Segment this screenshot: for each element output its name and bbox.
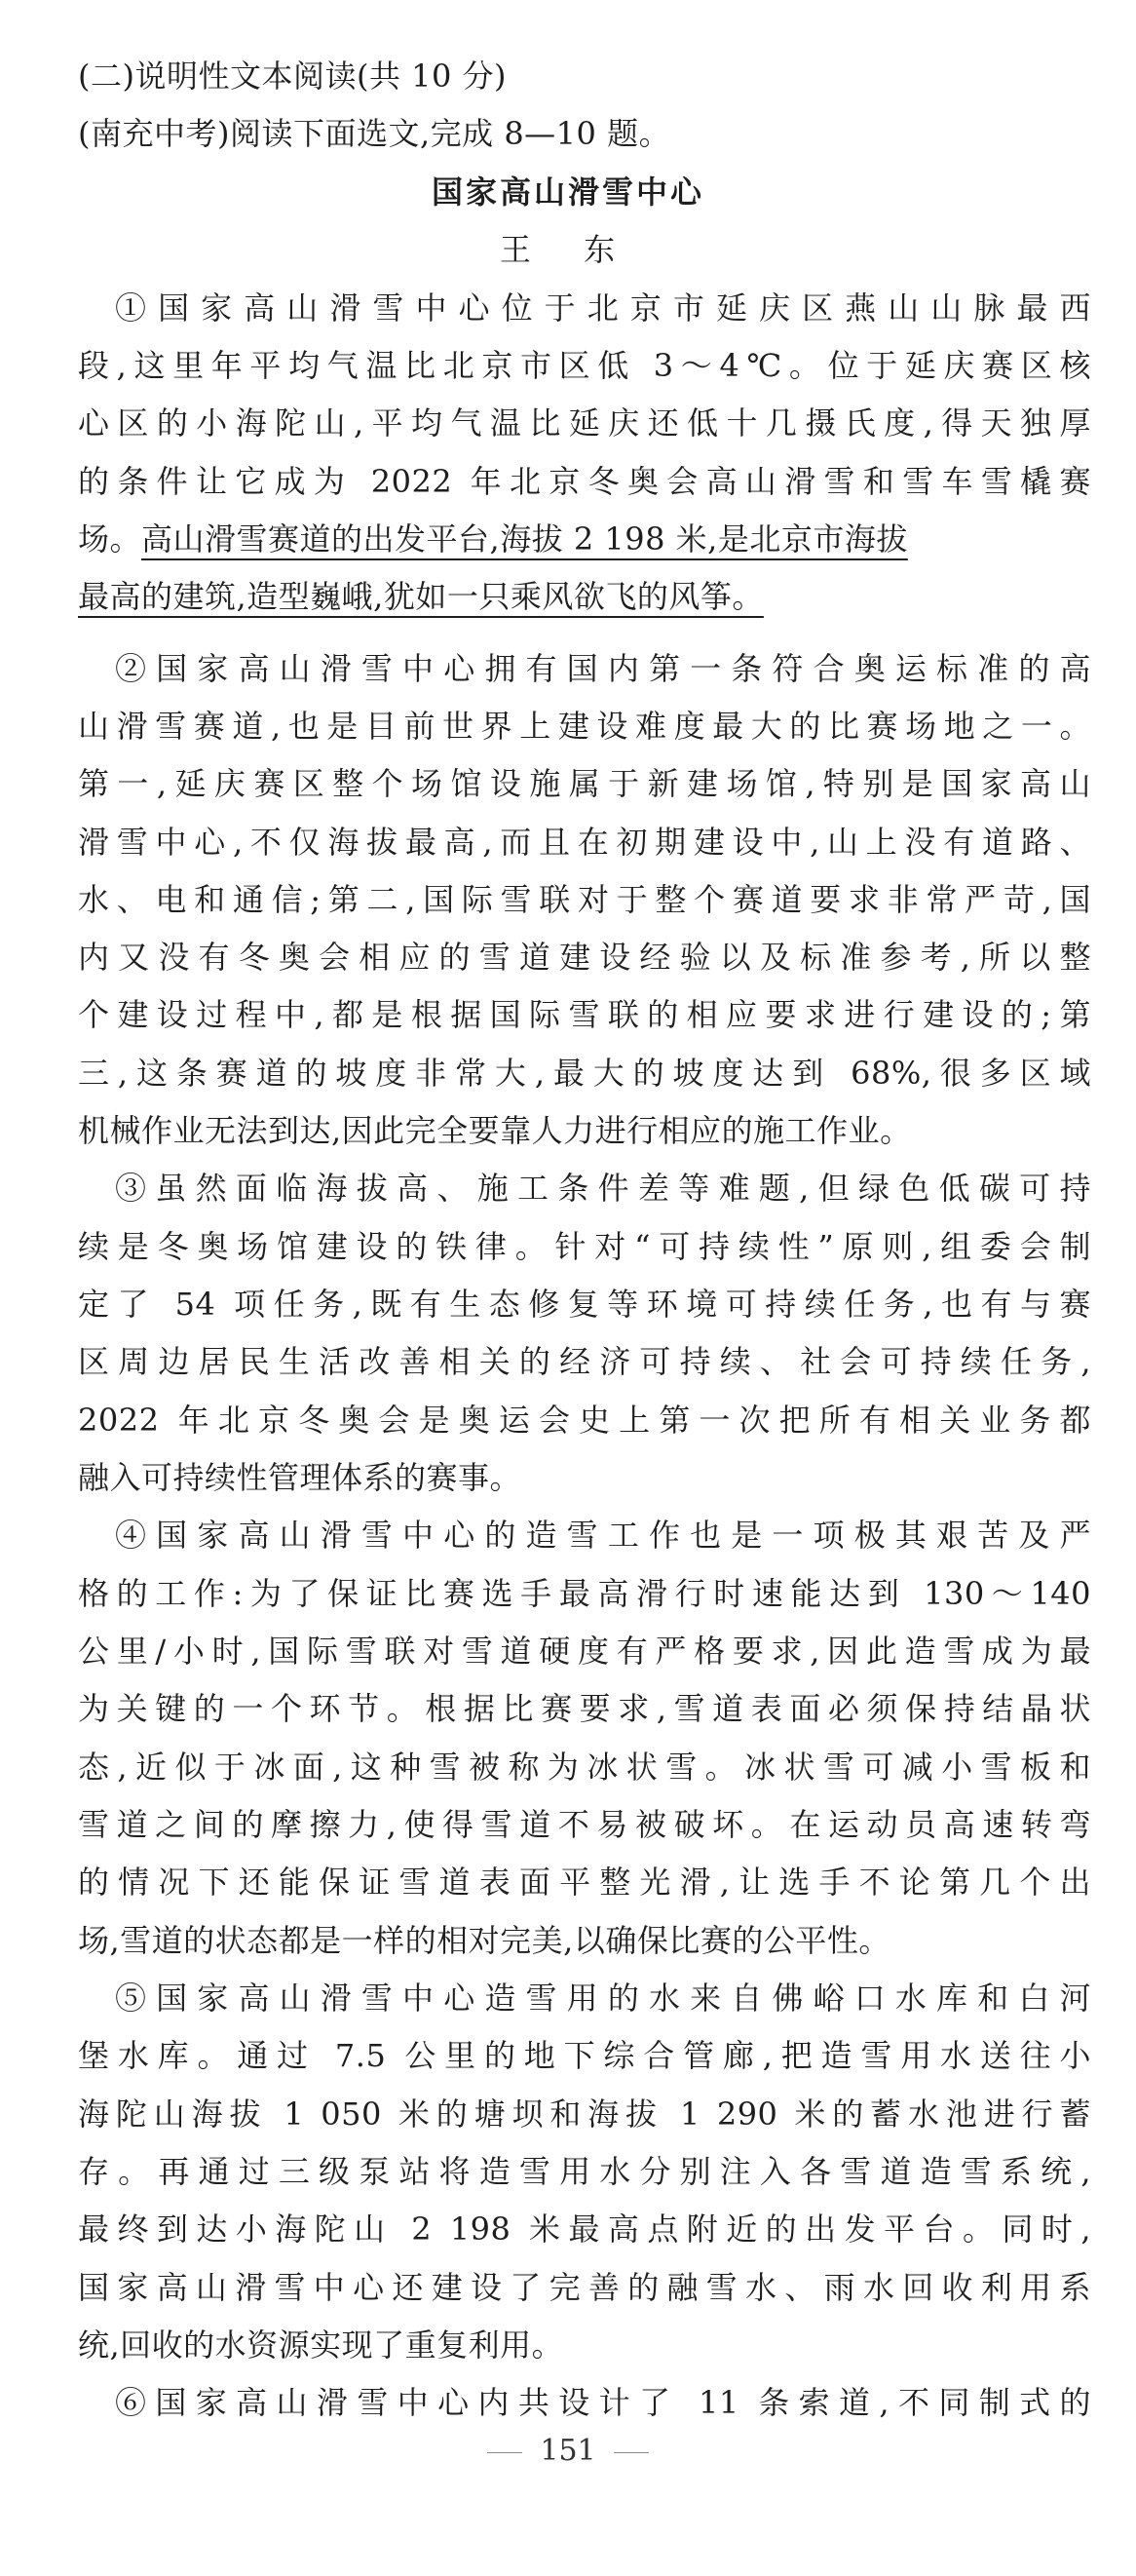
paragraph-2-line-1: ②国家高山滑雪中心拥有国内第一条符合奥运标准的高 xyxy=(115,650,1091,687)
paragraph-2-line-6: 内又没有冬奥会相应的雪道建设经验以及标准参考,所以整 xyxy=(78,939,1091,976)
paragraph-1-line-3: 心区的小海陀山,平均气温比延庆还低十几摄氏度,得天独厚 xyxy=(78,404,1091,442)
paragraph-4-line-7: 的情况下还能保证雪道表面平整光滑,让选手不论第几个出 xyxy=(78,1864,1091,1901)
paragraph-5-line-5: 最终到达小海陀山 2 198 米最高点附近的出发平台。同时, xyxy=(78,2211,1091,2248)
page-number: 151 xyxy=(540,2434,596,2468)
paragraph-4-line-6: 雪道之间的摩擦力,使得雪道不易被破坏。在运动员高速转弯 xyxy=(78,1806,1091,1843)
paragraph-5-line-7: 统,回收的水资源实现了重复利用。 xyxy=(78,2326,564,2364)
paragraph-4-line-2: 格的工作:为了保证比赛选手最高滑行时速能达到 130～140 xyxy=(78,1575,1091,1612)
paragraph-1-line-1: ①国家高山滑雪中心位于北京市延庆区燕山山脉最西 xyxy=(115,289,1091,327)
paragraph-3-line-1: ③虽然面临海拔高、施工条件差等难题,但绿色低碳可持 xyxy=(115,1170,1091,1207)
paragraph-5-line-2: 堡水库。通过 7.5 公里的地下综合管廊,把造雪用水送往小 xyxy=(78,2037,1091,2074)
page-number-dash-right xyxy=(614,2452,649,2453)
paragraph-2-line-3: 第一,延庆赛区整个场馆设施属于新建场馆,特别是国家高山 xyxy=(78,765,1091,802)
article-author: 王 东 xyxy=(499,231,637,268)
paragraph-4-line-3: 公里/小时,国际雪联对雪道硬度有严格要求,因此造雪成为最 xyxy=(78,1633,1091,1670)
paragraph-2-line-2: 山滑雪赛道,也是目前世界上建设难度最大的比赛场地之一。 xyxy=(78,708,1091,745)
paragraph-4-line-4: 为关键的一个环节。根据比赛要求,雪道表面必须保持结晶状 xyxy=(78,1690,1091,1727)
paragraph-2-line-8: 三,这条赛道的坡度非常大,最大的坡度达到 68%,很多区域 xyxy=(78,1055,1091,1092)
paragraph-1-line-2: 段,这里年平均气温比北京市区低 3～4℃。位于延庆赛区核 xyxy=(78,347,1091,384)
paragraph-3-line-5: 2022 年北京冬奥会是奥运会史上第一次把所有相关业务都 xyxy=(78,1402,1091,1439)
article-title: 国家高山滑雪中心 xyxy=(431,173,704,211)
section-heading: (二)说明性文本阅读(共 10 分) xyxy=(78,58,508,95)
paragraph-4-line-8: 场,雪道的状态都是一样的相对完美,以确保比赛的公平性。 xyxy=(78,1922,890,1959)
paragraph-3-line-2: 续是冬奥场馆建设的铁律。针对“可持续性”原则,组委会制 xyxy=(78,1228,1091,1265)
paragraph-5-line-1: ⑤国家高山滑雪中心造雪用的水来自佛峪口水库和白河 xyxy=(115,1980,1091,2017)
paragraph-2-line-7: 个建设过程中,都是根据国际雪联的相应要求进行建设的;第 xyxy=(78,996,1091,1033)
paragraph-1-line-5 xyxy=(78,515,1091,563)
underlined-sentence-part-1: 高山滑雪赛道的出发平台,海拔 2 198 米,是北京市海拔 xyxy=(141,520,908,557)
paragraph-5-line-4: 存。再通过三级泵站将造雪用水分别注入各雪道造雪系统, xyxy=(78,2153,1091,2190)
paragraph-4-line-5: 态,近似于冰面,这种雪被称为冰状雪。冰状雪可减小雪板和 xyxy=(78,1749,1091,1786)
paragraph-2-line-4: 滑雪中心,不仅海拔最高,而且在初期建设中,山上没有道路、 xyxy=(78,824,1091,861)
underlined-sentence-part-2: 最高的建筑,造型巍峨,犹如一只乘风欲飞的风筝。 xyxy=(78,578,764,615)
paragraph-2-line-5: 水、电和通信;第二,国际雪联对于整个赛道要求非常严苛,国 xyxy=(78,881,1091,918)
page-footer xyxy=(0,2430,1136,2473)
page-number-dash-left xyxy=(487,2452,522,2453)
reading-instruction: (南充中考)阅读下面选文,完成 8—10 题。 xyxy=(78,115,671,152)
paragraph-5-line-3: 海陀山海拔 1 050 米的塘坝和海拔 1 290 米的蓄水池进行蓄 xyxy=(78,2095,1091,2133)
paragraph-2-line-9: 机械作业无法到达,因此完全要靠人力进行相应的施工作业。 xyxy=(78,1112,912,1149)
paragraph-5-line-6: 国家高山滑雪中心还建设了完善的融雪水、雨水回收利用系 xyxy=(78,2269,1091,2306)
paragraph-3-line-4: 区周边居民生活改善相关的经济可持续、社会可持续任务, xyxy=(78,1343,1091,1380)
paragraph-3-line-3: 定了 54 项任务,既有生态修复等环境可持续任务,也有与赛 xyxy=(78,1286,1091,1323)
paragraph-3-line-6: 融入可持续性管理体系的赛事。 xyxy=(78,1459,522,1496)
paragraph-1-line-5-lead: 场。 xyxy=(78,520,142,557)
paragraph-1-line-4: 的条件让它成为 2022 年北京冬奥会高山滑雪和雪车雪橇赛 xyxy=(78,463,1091,500)
paragraph-6-line-1: ⑥国家高山滑雪中心内共设计了 11 条索道,不同制式的 xyxy=(115,2384,1091,2421)
paragraph-4-line-1: ④国家高山滑雪中心的造雪工作也是一项极其艰苦及严 xyxy=(115,1517,1091,1554)
